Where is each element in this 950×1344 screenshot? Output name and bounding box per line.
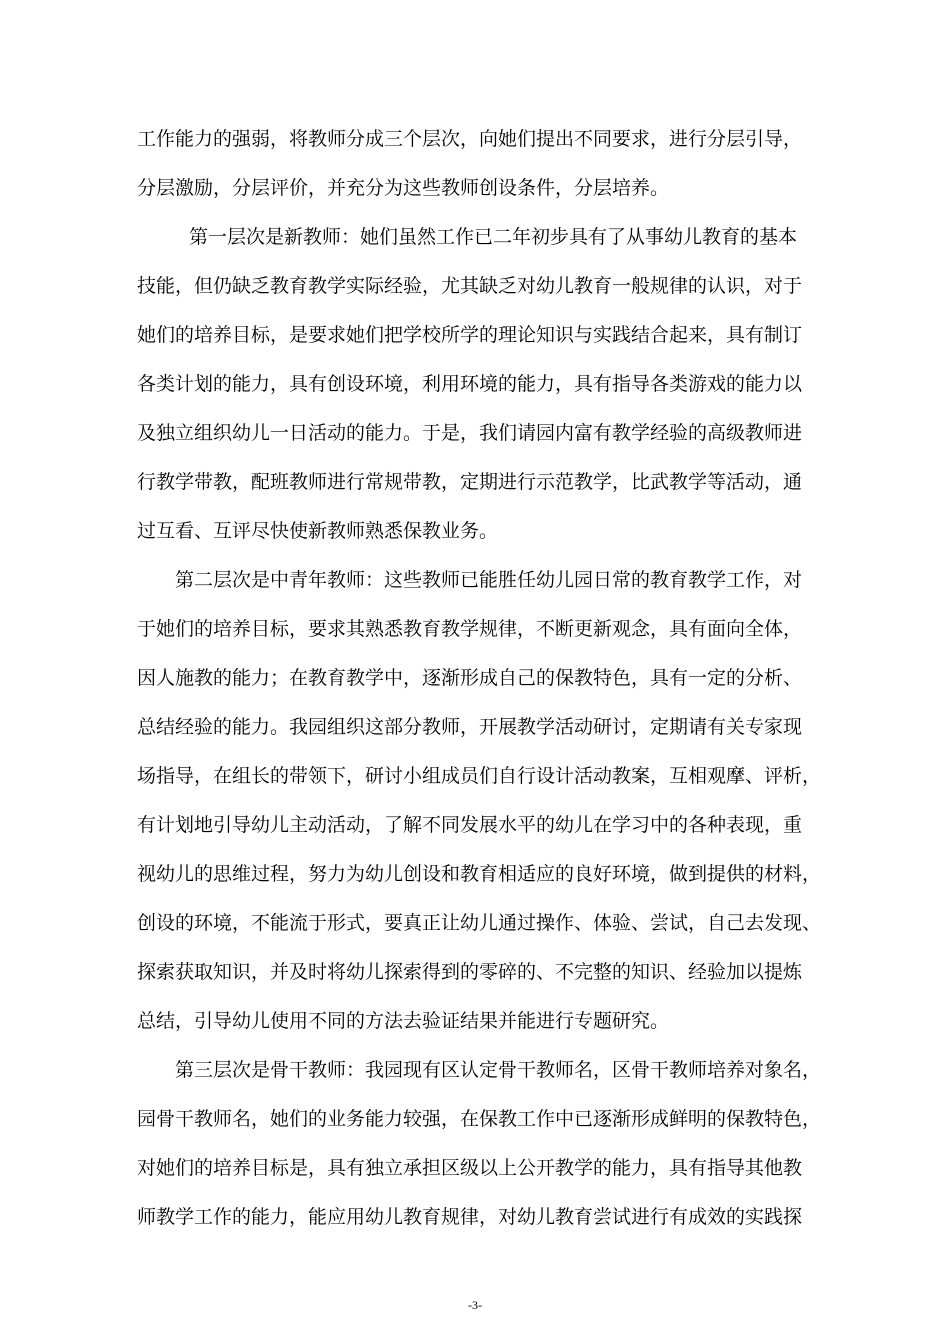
text-line: 及独立组织幼儿一日活动的能力。于是，我们请园内富有教学经验的高级教师进 xyxy=(137,422,803,444)
paragraph-start-line: 第二层次是中青年教师：这些教师已能胜任幼儿园日常的教育教学工作，对 xyxy=(175,569,803,591)
text-line: 过互看、互评尽快使新教师熟悉保教业务。 xyxy=(137,520,499,542)
text-line: 有计划地引导幼儿主动活动，了解不同发展水平的幼儿在学习中的各种表现，重 xyxy=(137,814,803,836)
text-line: 探索获取知识，并及时将幼儿探索得到的零碎的、不完整的知识、经验加以提炼 xyxy=(137,961,803,983)
text-line: 各类计划的能力，具有创设环境，利用环境的能力，具有指导各类游戏的能力以 xyxy=(137,373,803,395)
paragraph-start-line: 第一层次是新教师：她们虽然工作已二年初步具有了从事幼儿教育的基本 xyxy=(189,226,798,248)
text-line: 视幼儿的思维过程，努力为幼儿创设和教育相适应的良好环境，做到提供的材料， xyxy=(137,863,822,885)
text-line: 分层激励，分层评价，并充分为这些教师创设条件，分层培养。 xyxy=(137,177,670,199)
text-line: 工作能力的强弱，将教师分成三个层次，向她们提出不同要求，进行分层引导， xyxy=(137,128,803,150)
page-number: -3- xyxy=(468,1298,482,1312)
text-line: 于她们的培养目标，要求其熟悉教育教学规律，不断更新观念，具有面向全体， xyxy=(137,618,803,640)
text-line: 总结，引导幼儿使用不同的方法去验证结果并能进行专题研究。 xyxy=(137,1010,670,1032)
text-line: 场指导，在组长的带领下，研讨小组成员们自行设计活动教案，互相观摩、评析， xyxy=(137,765,822,787)
body-text xyxy=(137,119,827,1246)
text-line: 因人施教的能力；在教育教学中，逐渐形成自己的保教特色，具有一定的分析、 xyxy=(137,667,803,689)
text-line: 技能，但仍缺乏教育教学实际经验，尤其缺乏对幼儿教育一般规律的认识，对于 xyxy=(137,275,803,297)
paragraph-start-line: 第三层次是骨干教师：我园现有区认定骨干教师名，区骨干教师培养对象名， xyxy=(175,1059,822,1081)
text-line: 她们的培养目标，是要求她们把学校所学的理论知识与实践结合起来，具有制订 xyxy=(137,324,803,346)
text-line: 师教学工作的能力，能应用幼儿教育规律，对幼儿教育尝试进行有成效的实践探 xyxy=(137,1206,803,1228)
text-line: 园骨干教师名，她们的业务能力较强，在保教工作中已逐渐形成鲜明的保教特色， xyxy=(137,1108,822,1130)
text-line: 行教学带教，配班教师进行常规带教，定期进行示范教学，比武教学等活动，通 xyxy=(137,471,803,493)
text-line: 总结经验的能力。我园组织这部分教师，开展教学活动研讨，定期请有关专家现 xyxy=(137,716,803,738)
text-line: 创设的环境，不能流于形式，要真正让幼儿通过操作、体验、尝试，自己去发现、 xyxy=(137,912,822,934)
text-line: 对她们的培养目标是，具有独立承担区级以上公开教学的能力，具有指导其他教 xyxy=(137,1157,803,1179)
